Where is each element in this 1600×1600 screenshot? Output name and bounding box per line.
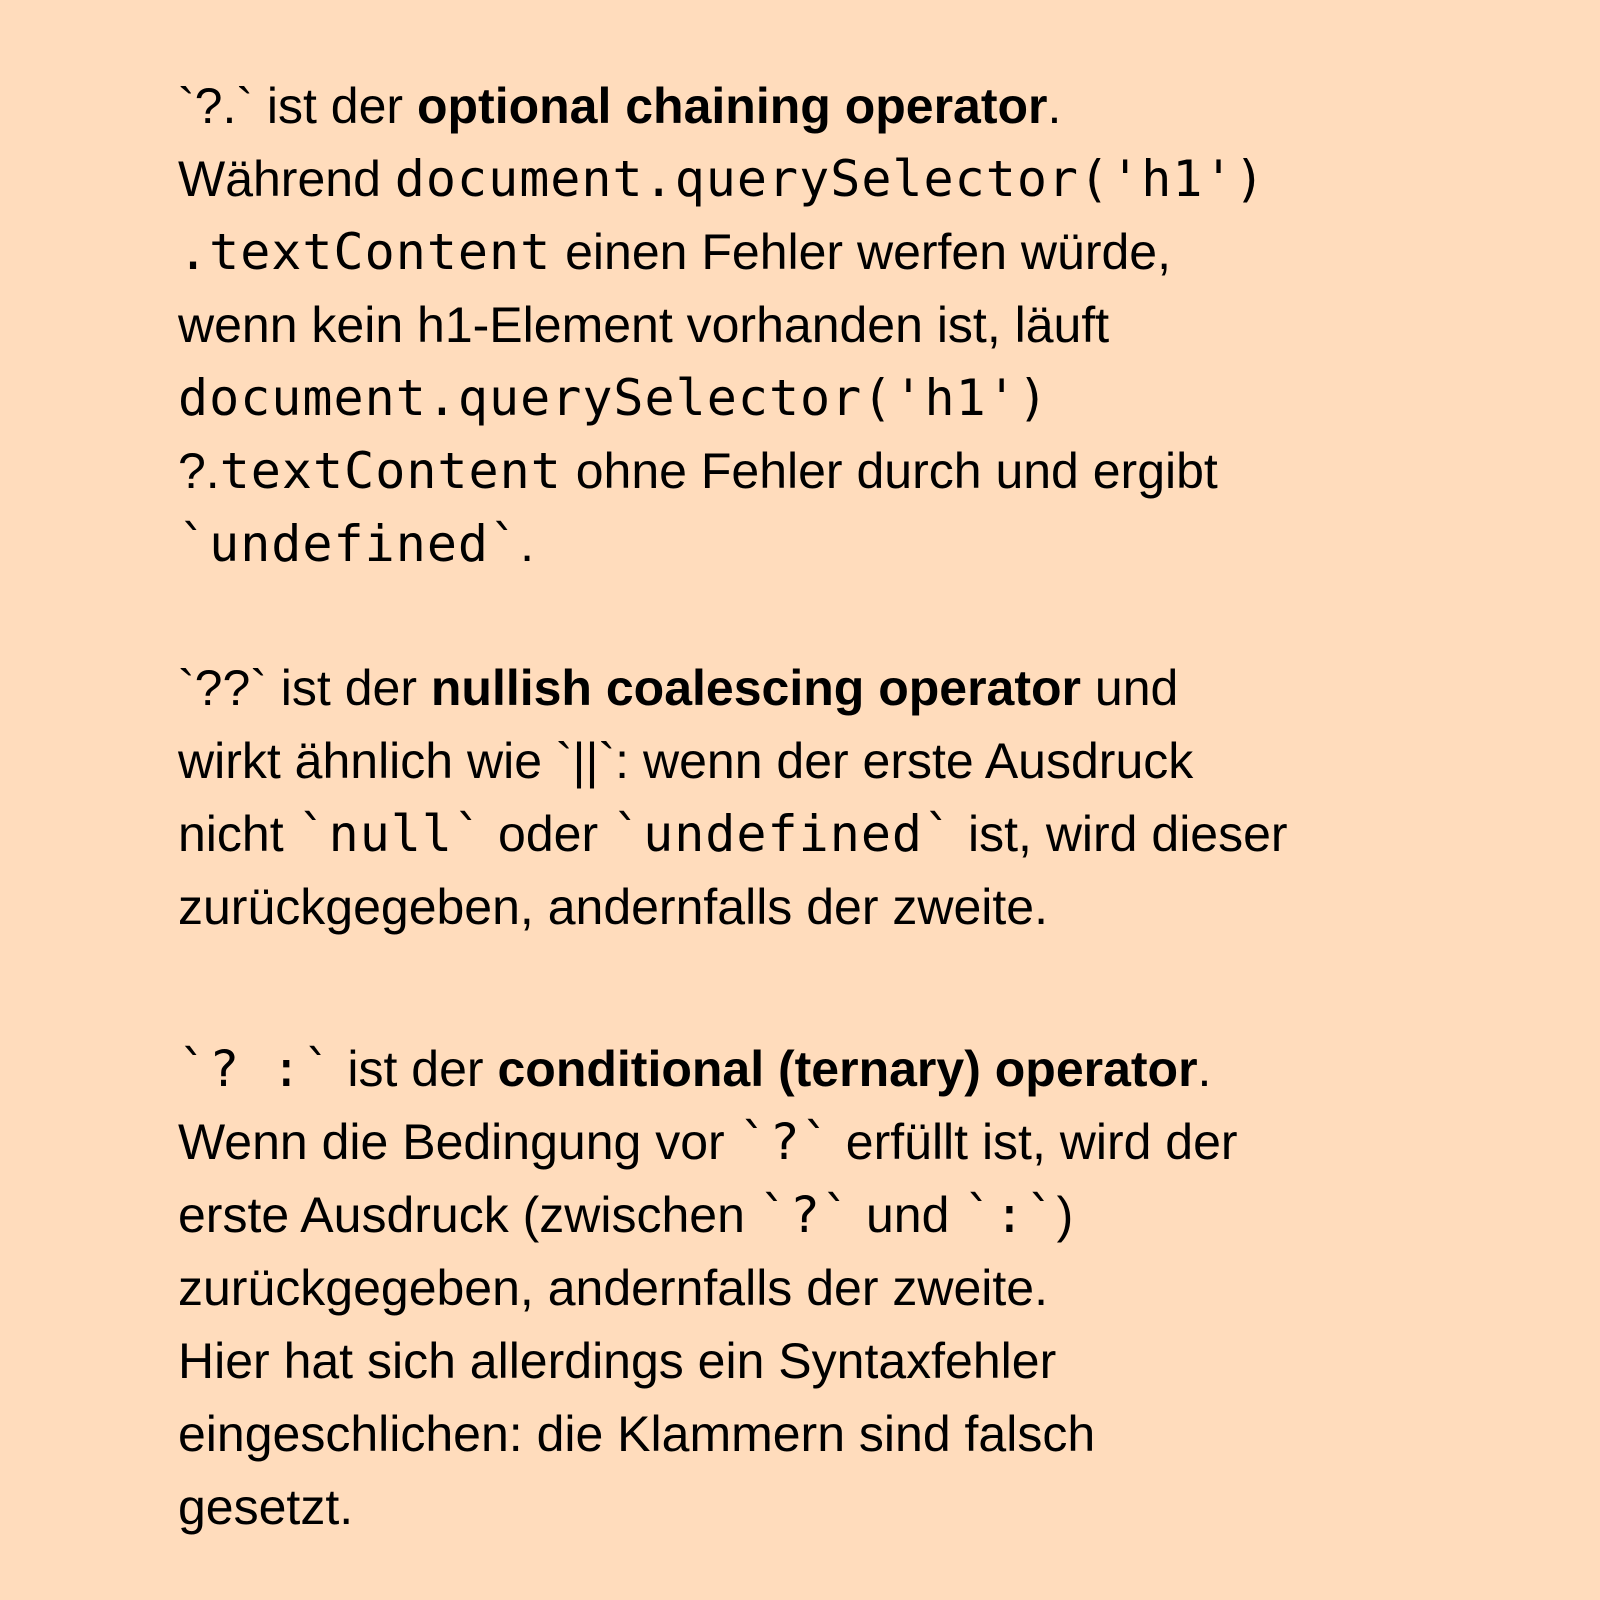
line <box>178 1106 1418 1179</box>
text: erste Ausdruck (zwischen <box>178 1187 759 1243</box>
line <box>178 725 1418 798</box>
text: gesetzt. <box>178 1479 354 1535</box>
term-optional-chaining: optional chaining operator <box>416 78 1048 134</box>
text: . <box>520 516 535 572</box>
line <box>178 1033 1418 1106</box>
line <box>178 216 1418 289</box>
line <box>178 871 1418 944</box>
line <box>178 508 1418 581</box>
line <box>178 362 1418 435</box>
text: und <box>1081 660 1179 716</box>
line <box>178 289 1418 362</box>
text: . <box>1197 1041 1212 1097</box>
code-snippet: .textContent <box>178 223 552 281</box>
line <box>178 798 1418 871</box>
line <box>178 435 1418 508</box>
text: Hier hat sich allerdings ein Syntaxfehler <box>178 1333 1057 1389</box>
term-nullish-coalescing: nullish coalescing operator <box>430 660 1082 716</box>
code-snippet: `?` <box>738 1113 832 1171</box>
code-snippet: textContent <box>219 442 562 500</box>
line <box>178 1325 1418 1398</box>
text: ohne Fehler durch und ergibt <box>561 443 1218 499</box>
code-snippet: `?` <box>758 1186 853 1244</box>
line <box>178 1252 1418 1325</box>
text: einen Fehler werfen würde, <box>551 224 1172 280</box>
text: oder <box>484 806 612 862</box>
text: erfüllt ist, wird der <box>831 1114 1238 1170</box>
text: `?.` ist der <box>178 78 417 134</box>
text: ist der <box>333 1041 498 1097</box>
text: ?. <box>178 443 220 499</box>
line <box>178 652 1418 725</box>
text: wirkt ähnlich wie `||`: wenn der erste Ausdruck <box>178 733 1194 789</box>
code-snippet: `? :` <box>178 1040 334 1098</box>
text: Während <box>178 151 395 207</box>
text: zurückgegeben, andernfalls der zweite. <box>178 879 1048 935</box>
line <box>178 143 1418 216</box>
line <box>178 70 1418 143</box>
code-snippet: `undefined` <box>178 515 521 573</box>
paragraph-nullish-coalescing <box>178 652 1418 944</box>
paragraph-optional-chaining <box>178 70 1418 581</box>
line <box>178 1179 1418 1252</box>
text: `??` ist der <box>178 660 431 716</box>
text: und <box>852 1187 964 1243</box>
code-snippet: document.querySelector('h1') <box>178 369 1049 427</box>
text: Wenn die Bedingung vor <box>178 1114 739 1170</box>
text: ist, wird dieser <box>954 806 1288 862</box>
text: zurückgegeben, andernfalls der zweite. <box>178 1260 1048 1316</box>
text: nicht <box>178 806 298 862</box>
text: eingeschlichen: die Klammern sind falsch <box>178 1406 1096 1462</box>
code-snippet: `null` <box>297 805 485 863</box>
text: ) <box>1056 1187 1074 1243</box>
line <box>178 1398 1418 1471</box>
line <box>178 1471 1418 1544</box>
term-conditional-ternary: conditional (ternary) operator <box>497 1041 1198 1097</box>
code-snippet: document.querySelector('h1') <box>394 150 1266 208</box>
text: wenn kein h1-Element vorhanden ist, läuft <box>178 297 1110 353</box>
text: . <box>1047 78 1062 134</box>
code-snippet: `:` <box>963 1186 1057 1244</box>
code-snippet: `undefined` <box>612 805 955 863</box>
paragraph-conditional <box>178 1033 1418 1544</box>
